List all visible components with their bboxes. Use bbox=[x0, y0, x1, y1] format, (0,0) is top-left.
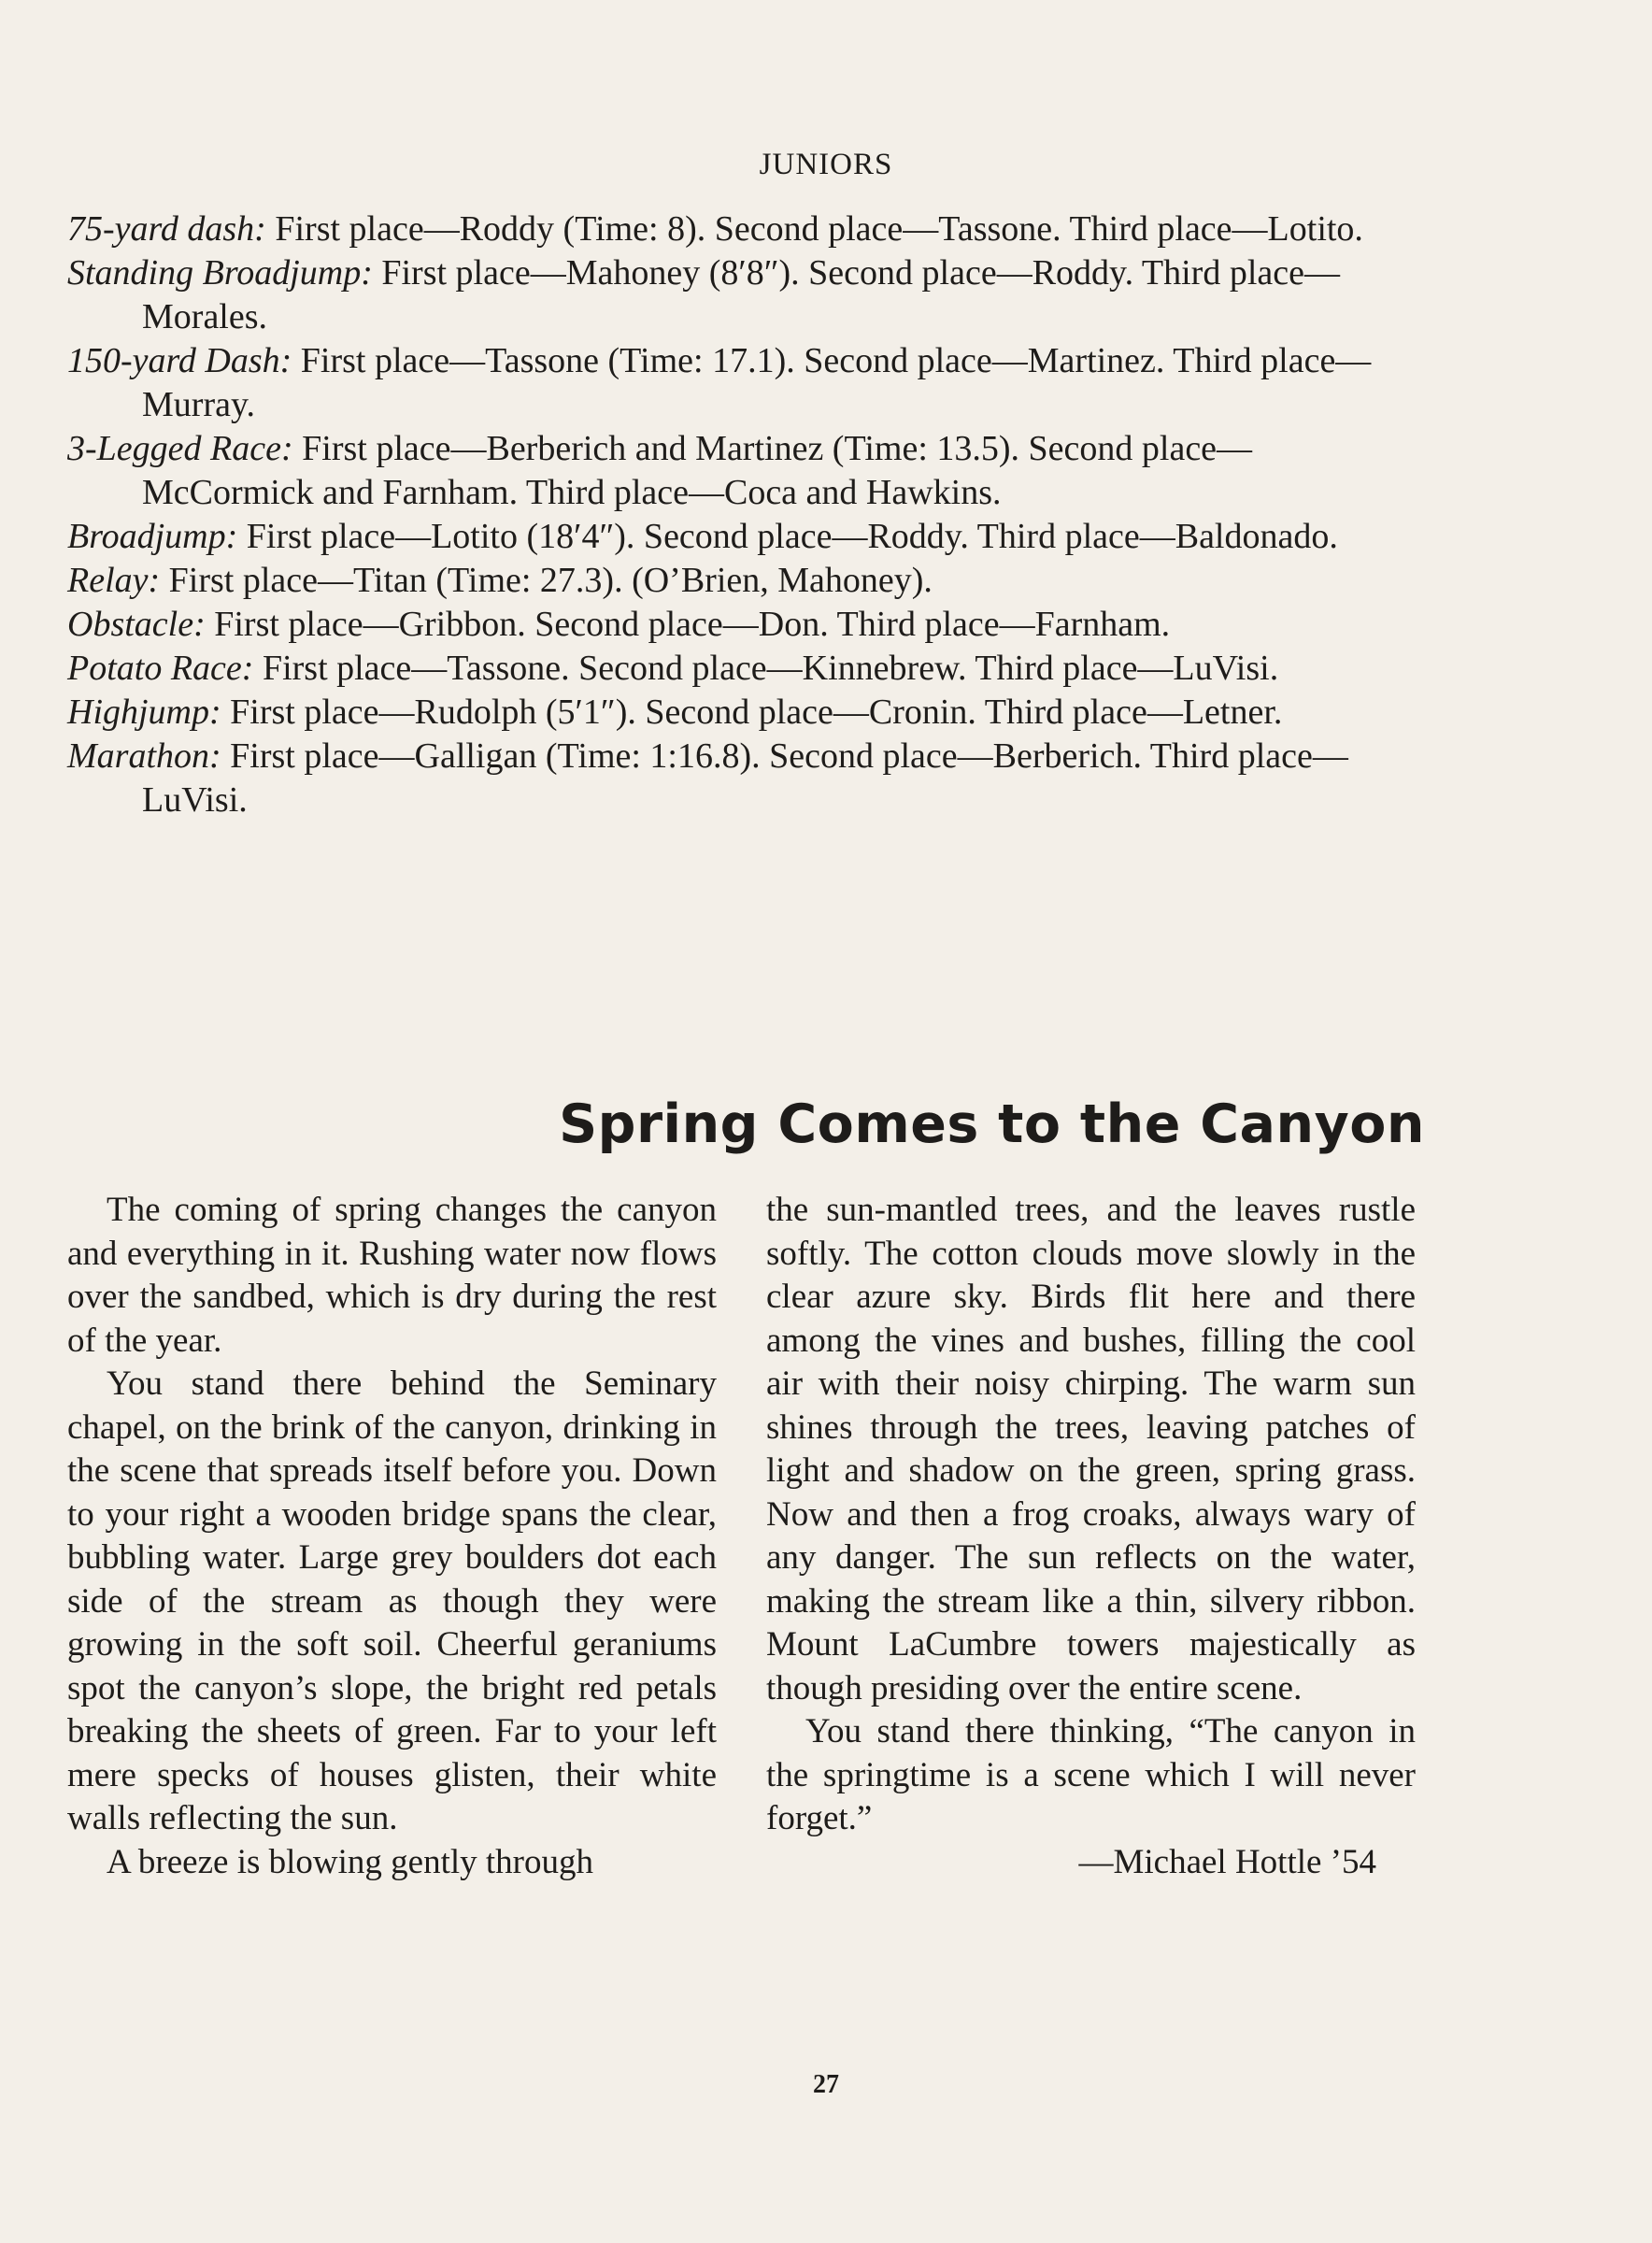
event-name: Broadjump: bbox=[67, 517, 238, 556]
result-entry bbox=[67, 427, 1422, 515]
event-name: Standing Broadjump: bbox=[67, 253, 373, 293]
result-entry bbox=[67, 515, 1422, 559]
event-name: 75-yard dash: bbox=[67, 209, 266, 249]
result-entry bbox=[67, 339, 1422, 427]
article-column-right bbox=[766, 1189, 1416, 1884]
section-heading: JUNIORS bbox=[759, 148, 893, 181]
article-paragraph: You stand there behind the Seminary chapel, on the brink of the canyon, drinking in the scene that spreads itself before you. Down to your right a wooden bridge spans the clear, bubbling water. Large grey boulders dot each side of the stream as though they were growing in the soft soil. Cheerful geraniums spot the canyon’s slope, the bright red petals breaking the sheets of green. Far to your left mere specks of houses glisten, their white walls reflecting the sun. bbox=[67, 1364, 717, 1837]
result-entry bbox=[67, 207, 1422, 251]
event-name: Highjump: bbox=[67, 693, 221, 732]
event-name: Obstacle: bbox=[67, 605, 206, 644]
result-entry bbox=[67, 559, 1422, 603]
article-paragraph: the sun-mantled trees, and the leaves rustle softly. The cotton clouds move slowly in the clear azure sky. Birds flit here and there among the vines and bushes, filling the cool air with their noisy chirping. The warm sun shines through the trees, leaving patches of light and shadow on the green, spring grass. Now and then a frog croaks, always wary of any danger. The sun reflects on the water, making the stream like a thin, silvery ribbon. Mount LaCumbre towers majestically as though presiding over the entire scene. bbox=[766, 1191, 1416, 1707]
results-list bbox=[67, 207, 1422, 822]
result-entry bbox=[67, 647, 1422, 691]
event-name: 3-Legged Race: bbox=[67, 429, 293, 468]
result-entry bbox=[67, 603, 1422, 647]
event-results: First place—Mahoney (8′8″). Second place—Roddy. Third place—Morales. bbox=[142, 253, 1340, 336]
article-paragraph: The coming of spring changes the canyon and everything in it. Rushing water now flows over the sandbed, which is dry during the rest of the year. bbox=[67, 1191, 717, 1360]
result-entry bbox=[67, 691, 1422, 735]
event-results: First place—Berberich and Martinez (Time: 13.5). Second place—McCormick and Farnham. Third place—Coca and Hawkins. bbox=[142, 429, 1253, 512]
page-number: 27 bbox=[813, 2070, 839, 2099]
event-name: Relay: bbox=[67, 561, 161, 600]
event-name: 150-yard Dash: bbox=[67, 341, 292, 380]
event-results: First place—Rudolph (5′1″). Second place—Cronin. Third place—Letner. bbox=[230, 693, 1283, 732]
event-results: First place—Galligan (Time: 1:16.8). Second place—Berberich. Third place—LuVisi. bbox=[142, 736, 1348, 820]
event-name: Potato Race: bbox=[67, 649, 254, 688]
article-paragraph: A breeze is blowing gently through bbox=[107, 1842, 593, 1881]
article-paragraph: You stand there thinking, “The canyon in the springtime is a scene which I will never forget.” bbox=[766, 1712, 1416, 1837]
result-entry bbox=[67, 251, 1422, 339]
event-results: First place—Tassone (Time: 17.1). Second place—Martinez. Third place—Murray. bbox=[142, 341, 1372, 424]
article-column-left bbox=[67, 1189, 717, 1884]
author-byline: —Michael Hottle ’54 bbox=[1078, 1842, 1376, 1881]
event-results: First place—Gribbon. Second place—Don. Third place—Farnham. bbox=[214, 605, 1171, 644]
event-name: Marathon: bbox=[67, 736, 221, 776]
event-results: First place—Roddy (Time: 8). Second place—Tassone. Third place—Lotito. bbox=[275, 209, 1363, 249]
result-entry bbox=[67, 735, 1422, 822]
event-results: First place—Lotito (18′4″). Second place—Roddy. Third place—Baldonado. bbox=[246, 517, 1338, 556]
event-results: First place—Titan (Time: 27.3). (O’Brien, Mahoney). bbox=[168, 561, 933, 600]
article-title: Spring Comes to the Canyon bbox=[559, 1093, 1425, 1155]
event-results: First place—Tassone. Second place—Kinnebrew. Third place—LuVisi. bbox=[262, 649, 1279, 688]
